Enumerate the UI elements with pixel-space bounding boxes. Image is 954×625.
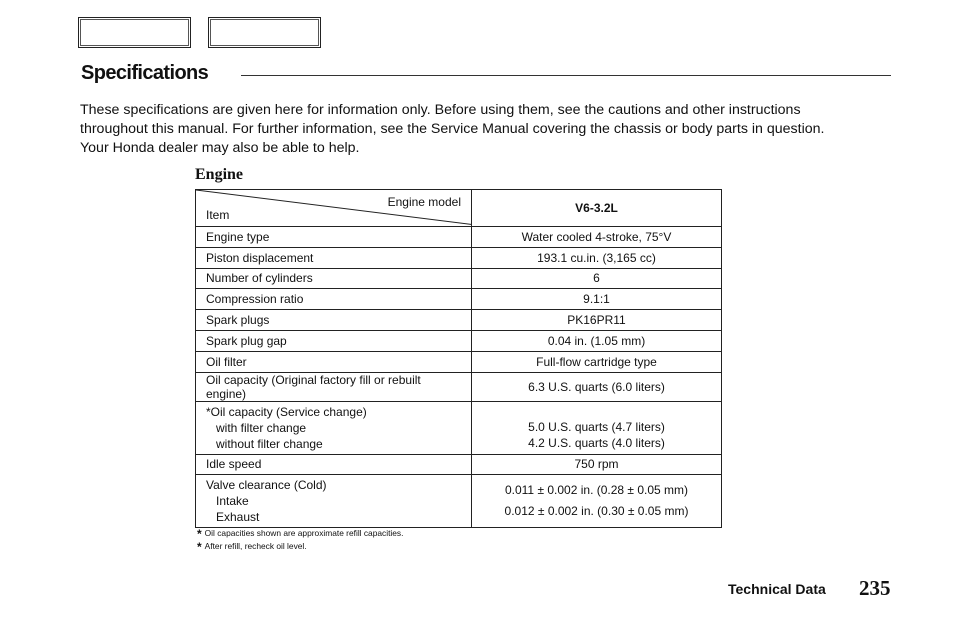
row-value: 750 rpm: [472, 454, 722, 475]
row-value: Full-flow cartridge type: [472, 351, 722, 372]
row-item: Spark plugs: [196, 310, 472, 331]
row-item: Oil filter: [196, 351, 472, 372]
table-row: [196, 351, 722, 372]
valve-intake-value: 0.011 ± 0.002 in. (0.28 ± 0.05 mm): [504, 483, 689, 498]
header-engine-model: Engine model: [387, 195, 461, 209]
row-value: PK16PR11: [472, 310, 722, 331]
row-value: Water cooled 4-stroke, 75°V: [472, 227, 722, 248]
intro-line: These specifications are given here for information only. Before using them, see the cautions and other instructions: [80, 102, 801, 118]
intro-paragraph: [80, 101, 895, 158]
table-row: [196, 401, 722, 454]
row-item: Engine type: [196, 227, 472, 248]
nav-previous-button[interactable]: [78, 17, 191, 48]
nav-next-button[interactable]: [208, 17, 321, 48]
header-item: Item: [206, 208, 230, 222]
oil-service-without-filter: without filter change: [216, 436, 323, 451]
row-value: 6.3 U.S. quarts (6.0 liters): [472, 372, 722, 401]
row-value: 0.04 in. (1.05 mm): [472, 330, 722, 351]
row-value: 9.1:1: [472, 289, 722, 310]
page-number: 235: [859, 576, 891, 600]
footnote-text: After refill, recheck oil level.: [204, 541, 307, 551]
footnotes: [197, 527, 403, 553]
row-item-valve: [196, 475, 472, 528]
footnote-star: *: [197, 540, 202, 554]
footnote-text: Oil capacities shown are approximate refill capacities.: [204, 528, 404, 538]
row-item-oil-service: [196, 401, 472, 454]
section-title: Engine: [195, 166, 244, 183]
footnote: [197, 540, 403, 553]
oil-service-value-with: 5.0 U.S. quarts (4.7 liters): [528, 419, 665, 434]
row-value-valve: [472, 475, 722, 528]
intro-line: Your Honda dealer may also be able to help.: [80, 140, 360, 156]
oil-service-with-filter: with filter change: [216, 420, 307, 435]
footnote: [197, 527, 403, 540]
table-header-item-cell: [196, 190, 472, 227]
valve-exhaust-value: 0.012 ± 0.002 in. (0.30 ± 0.05 mm): [504, 504, 689, 519]
row-item: Piston displacement: [196, 247, 472, 268]
footnote-star: *: [197, 527, 202, 541]
table-row: [196, 475, 722, 528]
oil-service-label: *Oil capacity (Service change): [206, 404, 367, 419]
table-row: [196, 289, 722, 310]
footer-section-label: Technical Data: [728, 581, 826, 597]
row-item: Compression ratio: [196, 289, 472, 310]
row-item: Spark plug gap: [196, 330, 472, 351]
table-row: [196, 330, 722, 351]
table-row: [196, 454, 722, 475]
row-item: Oil capacity (Original factory fill or rebuilt engine): [196, 372, 472, 401]
engine-spec-table: [195, 189, 722, 528]
table-row: [196, 247, 722, 268]
table-row: [196, 310, 722, 331]
row-item: Idle speed: [196, 454, 472, 475]
intro-line: throughout this manual. For further information, see the Service Manual covering the chassis or body parts in question.: [80, 121, 825, 137]
row-value: 6: [472, 268, 722, 289]
oil-service-value-without: 4.2 U.S. quarts (4.0 liters): [528, 435, 665, 450]
row-value-oil-service: [472, 401, 722, 454]
valve-exhaust-label: Exhaust: [216, 510, 260, 525]
valve-clearance-label: Valve clearance (Cold): [206, 478, 327, 493]
header-engine-value: V6-3.2L: [472, 190, 722, 227]
table-row: [196, 227, 722, 248]
row-value: 193.1 cu.in. (3,165 cc): [472, 247, 722, 268]
row-item: Number of cylinders: [196, 268, 472, 289]
table-row: [196, 372, 722, 401]
title-divider: [241, 75, 891, 76]
valve-intake-label: Intake: [216, 494, 249, 509]
page-title: Specifications: [81, 62, 209, 84]
table-row: [196, 268, 722, 289]
